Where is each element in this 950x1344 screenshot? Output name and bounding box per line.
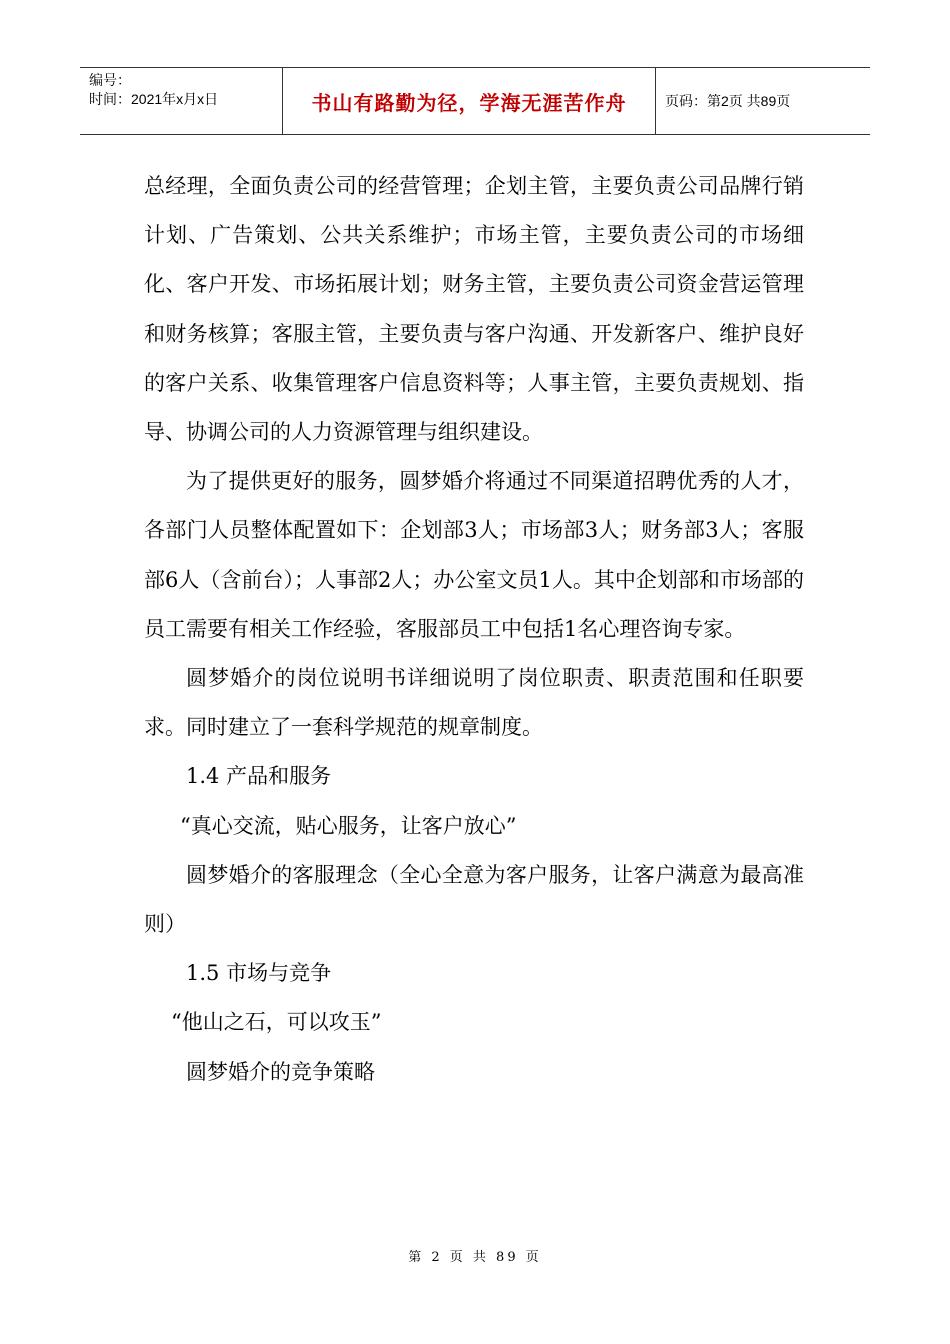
date-label: 时间：2021年x月x日 xyxy=(89,91,219,107)
header-motto: 书山有路勤为径，学海无涯苦作舟 xyxy=(283,68,656,134)
document-header xyxy=(80,67,870,135)
service-slogan: “真心交流，贴心服务，让客户放心” xyxy=(180,813,517,838)
serial-number-label: 编号： xyxy=(89,72,131,88)
section-heading-market: 1.5 市场与竞争 xyxy=(186,961,332,986)
paragraph-service-philosophy: 圆梦婚介的客服理念（全心全意为客户服务，让客户满意为最高准则） xyxy=(144,862,804,937)
document-body xyxy=(144,162,804,1097)
header-page-number: 页码：第2页 共89页 xyxy=(665,93,791,109)
page-footer: 第 2 页 共 89 页 xyxy=(408,1250,542,1265)
paragraph-job-descriptions: 圆梦婚介的岗位说明书详细说明了岗位职责、职责范围和任职要求。同时建立了一套科学规范的规章制度。 xyxy=(144,666,804,740)
paragraph-management-roles: 总经理，全面负责公司的经营管理；企划主管，主要负责公司品牌行销计划、广告策划、公共关系维护；市场主管，主要负责公司的市场细化、客户开发、市场拓展计划；财务主管，主要负责公司资金营运管理和财务核算；客服主管，主要负责与客户沟通、开发新客户、维护良好的客户关系、收集管理客户信息资料等；人事主管，主要负责规划、指导、协调公司的人力资源管理与组织建设。 xyxy=(144,174,804,445)
paragraph-staffing: 为了提供更好的服务，圆梦婚介将通过不同渠道招聘优秀的人才，各部门人员整体配置如下：企划部3人；市场部3人；财务部3人；客服部6人（含前台）；人事部2人；办公室文员1人。其中企划部和市场部的员工需要有相关工作经验，客服部员工中包括1名心理咨询专家。 xyxy=(144,469,804,641)
section-heading-products: 1.4 产品和服务 xyxy=(186,764,332,789)
competition-slogan: “他山之石，可以攻玉” xyxy=(171,1010,382,1035)
paragraph-competition-strategy: 圆梦婚介的竞争策略 xyxy=(186,1059,375,1084)
header-meta-cell xyxy=(80,68,283,134)
